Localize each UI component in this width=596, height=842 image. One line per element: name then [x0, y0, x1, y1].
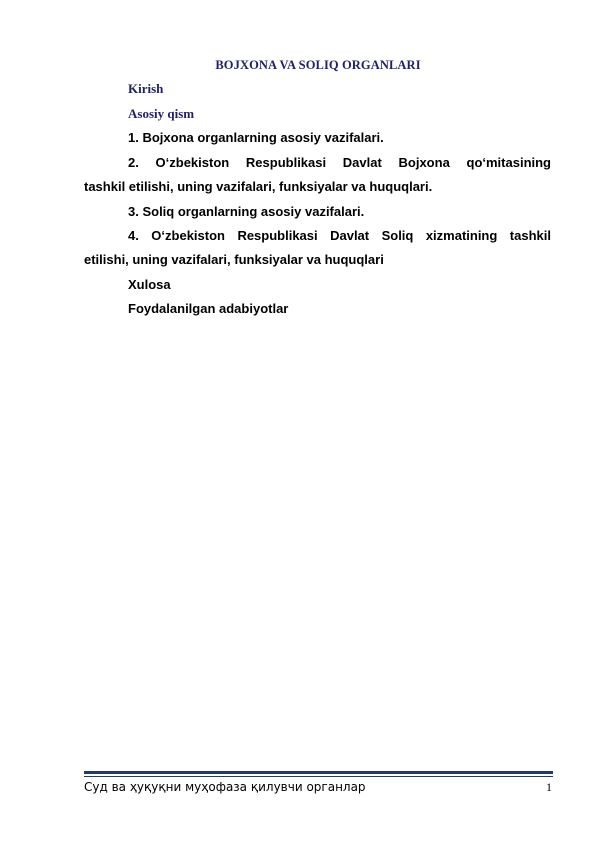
page-title: BOJXONA VA SOLIQ ORGANLARI — [215, 58, 421, 72]
toc-main-part: Asosiy qism — [128, 106, 195, 121]
toc-references: Foydalanilgan adabiyotlar — [128, 301, 289, 316]
footer-divider — [84, 771, 553, 774]
toc-item-2-word: 2. — [128, 155, 139, 170]
toc-item-4-line1 — [128, 228, 551, 243]
toc-item-1: 1. Bojxona organlarning asosiy vazifalari. — [128, 130, 384, 145]
toc-item-2-word: qo‘mitasining — [466, 155, 551, 170]
toc-item-4-word: Davlat — [330, 228, 370, 243]
toc-item-2-word: O‘zbekiston — [155, 155, 230, 170]
toc-item-4-word: tashkil — [509, 228, 551, 243]
footer-text: Суд ва ҳуқуқни муҳофаза қилувчи органлар — [84, 780, 366, 794]
toc-item-4-line2: etilishi, uning vazifalari, funksiyalar va huquqlari — [84, 252, 384, 267]
toc-item-2-line2: tashkil etilishi, uning vazifalari, funksiyalar va huquqlari. — [84, 179, 433, 194]
toc-item-2-line1 — [128, 155, 551, 170]
toc-item-3: 3. Soliq organlarning asosiy vazifalari. — [128, 204, 365, 219]
footer-divider-thin — [84, 776, 553, 777]
toc-item-2-word: Davlat — [342, 155, 382, 170]
toc-item-4-word: Soliq — [381, 228, 414, 243]
toc-item-4-word: 4. — [128, 228, 139, 243]
toc-item-4-word: xizmatining — [425, 228, 498, 243]
page-number: 1 — [546, 780, 552, 794]
toc-item-4-word: O‘zbekiston — [151, 228, 225, 243]
toc-item-4-word: Respublikasi — [237, 228, 318, 243]
toc-item-2-word: Respublikasi — [245, 155, 327, 170]
toc-conclusion: Xulosa — [128, 277, 171, 292]
toc-intro: Kirish — [128, 81, 164, 96]
toc-item-2-word: Bojxona — [398, 155, 450, 170]
